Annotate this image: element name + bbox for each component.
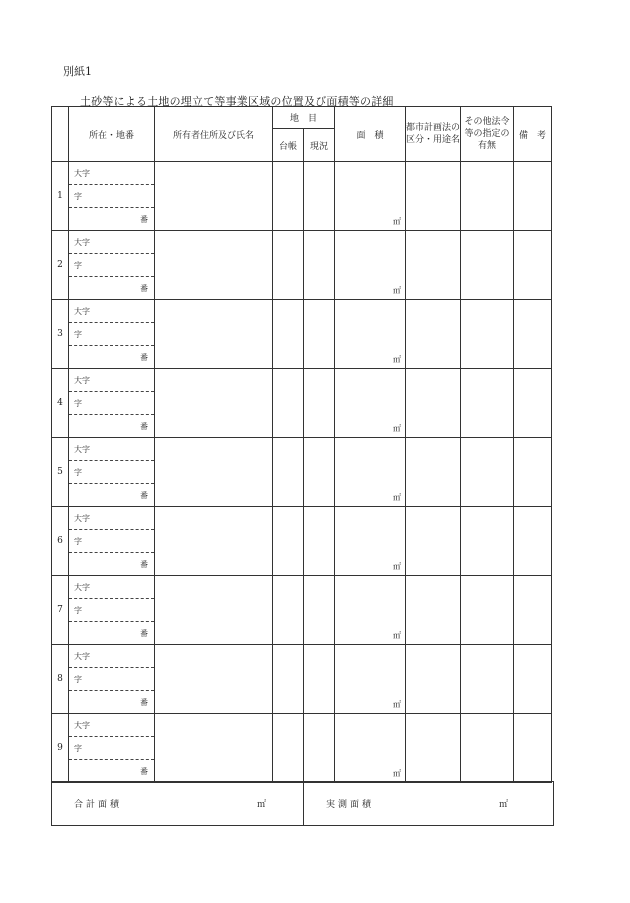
table-row [52,300,552,369]
area-unit: ㎡ [393,631,401,640]
registry-cell[interactable] [273,645,304,714]
remarks-cell[interactable] [514,300,552,369]
current-cell[interactable] [304,714,335,783]
registry-cell[interactable] [273,369,304,438]
table-row [52,576,552,645]
city-planning-cell[interactable] [406,576,461,645]
registry-cell[interactable] [273,231,304,300]
location-cell[interactable] [69,576,155,645]
owner-cell[interactable] [155,714,273,783]
location-cell[interactable] [69,231,155,300]
other-law-cell[interactable] [461,507,514,576]
rows-body [52,162,552,783]
oaza-field: 大字 [74,513,90,523]
area-cell[interactable] [335,369,406,438]
area-unit: ㎡ [393,769,401,778]
header-area: 面 積 [335,107,406,162]
aza-field: 字 [69,322,154,345]
remarks-cell[interactable] [514,438,552,507]
other-law-cell[interactable] [461,576,514,645]
header-other-law: その他法令等の指定の有無 [461,107,514,162]
other-law-cell[interactable] [461,714,514,783]
table-row [52,369,552,438]
banchi-field: 番 [69,207,154,230]
city-planning-cell[interactable] [406,162,461,231]
city-planning-cell[interactable] [406,507,461,576]
area-cell[interactable] [335,576,406,645]
other-law-cell[interactable] [461,645,514,714]
city-planning-cell[interactable] [406,231,461,300]
registry-cell[interactable] [273,300,304,369]
header-location: 所在・地番 [69,107,155,162]
parcel-table [51,106,552,783]
area-unit: ㎡ [393,424,401,433]
row-number: 1 [52,162,69,231]
banchi-field: 番 [69,621,154,644]
annex-label: 別紙1 [63,65,92,78]
banchi-field: 番 [69,690,154,713]
registry-cell[interactable] [273,438,304,507]
area-unit: ㎡ [393,700,401,709]
location-cell[interactable] [69,507,155,576]
row-number: 5 [52,438,69,507]
registry-cell[interactable] [273,162,304,231]
banchi-field: 番 [69,552,154,575]
owner-cell[interactable] [155,231,273,300]
row-number: 2 [52,231,69,300]
oaza-field: 大字 [74,444,90,454]
current-cell[interactable] [304,300,335,369]
banchi-field: 番 [69,276,154,299]
location-cell[interactable] [69,300,155,369]
registry-cell[interactable] [273,714,304,783]
aza-field: 字 [69,736,154,759]
remarks-cell[interactable] [514,231,552,300]
location-cell[interactable] [69,714,155,783]
city-planning-cell[interactable] [406,438,461,507]
total-area-unit: ㎡ [257,800,267,810]
header-land-category: 地 目 [273,107,335,129]
header-registry: 台帳 [273,129,304,162]
aza-field: 字 [69,529,154,552]
table-row [52,507,552,576]
other-law-cell[interactable] [461,438,514,507]
city-planning-cell[interactable] [406,645,461,714]
current-cell[interactable] [304,369,335,438]
document-title: 土砂等による土地の埋立て等事業区域の位置及び面積等の詳細 [80,95,394,108]
remarks-cell[interactable] [514,507,552,576]
area-unit: ㎡ [393,355,401,364]
remarks-cell[interactable] [514,369,552,438]
oaza-field: 大字 [74,375,90,385]
other-law-cell[interactable] [461,162,514,231]
city-planning-cell[interactable] [406,714,461,783]
header-blank [52,107,69,162]
total-area-label: 合計面積 [74,800,123,810]
other-law-cell[interactable] [461,231,514,300]
row-number: 6 [52,507,69,576]
owner-cell[interactable] [155,369,273,438]
row-number: 8 [52,645,69,714]
current-cell[interactable] [304,576,335,645]
remarks-cell[interactable] [514,714,552,783]
measured-area-cell [304,782,554,826]
location-cell[interactable] [69,438,155,507]
header-current: 現況 [304,129,335,162]
registry-cell[interactable] [273,576,304,645]
owner-cell[interactable] [155,300,273,369]
oaza-field: 大字 [74,720,90,730]
current-cell[interactable] [304,645,335,714]
table-row [52,231,552,300]
other-law-cell[interactable] [461,300,514,369]
header-city-planning: 都市計画法の区分・用途名 [406,107,461,162]
table-row [52,162,552,231]
aza-field: 字 [69,391,154,414]
remarks-cell[interactable] [514,645,552,714]
oaza-field: 大字 [74,168,90,178]
area-cell[interactable] [335,714,406,783]
banchi-field: 番 [69,345,154,368]
measured-area-unit: ㎡ [499,800,509,810]
location-cell[interactable] [69,369,155,438]
table-row [52,645,552,714]
area-unit: ㎡ [393,493,401,502]
oaza-field: 大字 [74,651,90,661]
area-cell[interactable] [335,645,406,714]
location-cell[interactable] [69,645,155,714]
area-cell[interactable] [335,438,406,507]
row-number: 4 [52,369,69,438]
owner-cell[interactable] [155,645,273,714]
oaza-field: 大字 [74,237,90,247]
area-cell[interactable] [335,162,406,231]
area-unit: ㎡ [393,286,401,295]
header-owner: 所有者住所及び氏名 [155,107,273,162]
city-planning-cell[interactable] [406,300,461,369]
area-unit: ㎡ [393,562,401,571]
city-planning-cell[interactable] [406,369,461,438]
table-row [52,714,552,783]
owner-cell[interactable] [155,576,273,645]
owner-cell[interactable] [155,507,273,576]
banchi-field: 番 [69,759,154,782]
current-cell[interactable] [304,231,335,300]
remarks-cell[interactable] [514,576,552,645]
row-number: 7 [52,576,69,645]
totals-table [51,781,554,826]
current-cell[interactable] [304,438,335,507]
registry-cell[interactable] [273,507,304,576]
aza-field: 字 [69,598,154,621]
current-cell[interactable] [304,162,335,231]
header-remarks: 備 考 [514,107,552,162]
banchi-field: 番 [69,483,154,506]
oaza-field: 大字 [74,306,90,316]
location-cell[interactable] [69,162,155,231]
area-unit: ㎡ [393,217,401,226]
other-law-cell[interactable] [461,369,514,438]
total-area-cell [52,782,304,826]
aza-field: 字 [69,184,154,207]
oaza-field: 大字 [74,582,90,592]
row-number: 9 [52,714,69,783]
area-cell[interactable] [335,300,406,369]
banchi-field: 番 [69,414,154,437]
table-row [52,438,552,507]
aza-field: 字 [69,460,154,483]
current-cell[interactable] [304,507,335,576]
row-number: 3 [52,300,69,369]
remarks-cell[interactable] [514,162,552,231]
owner-cell[interactable] [155,438,273,507]
owner-cell[interactable] [155,162,273,231]
measured-area-label: 実測面積 [326,800,375,810]
area-cell[interactable] [335,507,406,576]
area-cell[interactable] [335,231,406,300]
aza-field: 字 [69,667,154,690]
aza-field: 字 [69,253,154,276]
